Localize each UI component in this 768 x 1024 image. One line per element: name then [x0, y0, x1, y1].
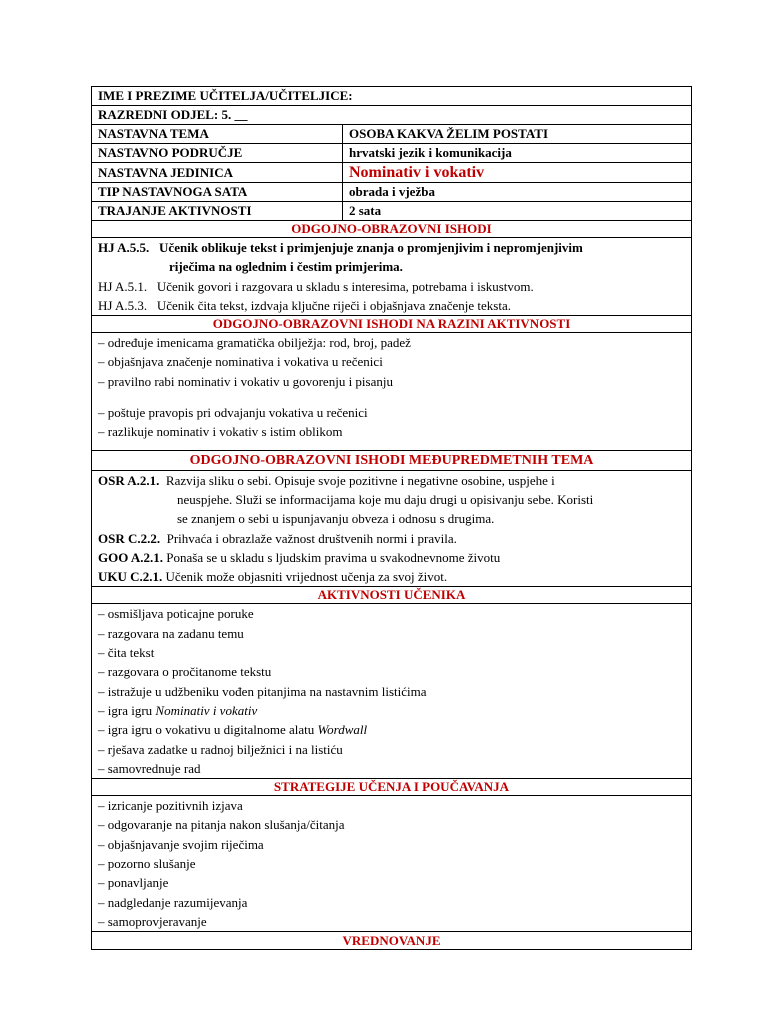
list-item: – rješava zadatke u radnoj bilježnici i na listiću [98, 741, 343, 757]
list-item: – nadgledanje razumijevanja [98, 894, 248, 910]
section-strategies-body-row [92, 796, 692, 932]
section-outcomes-body [92, 238, 692, 316]
list-item: – izricanje pozitivnih izjava [98, 798, 243, 814]
duration-label: TRAJANJE AKTIVNOSTI [92, 202, 343, 221]
section-student-activities-heading-row [92, 587, 692, 604]
section-strategies-heading-row [92, 779, 692, 796]
cross-outcome-item [98, 548, 685, 567]
row-topic [92, 125, 692, 144]
section-activity-outcomes-heading-row [92, 316, 692, 333]
row-duration [92, 202, 692, 221]
lesson-type-value: obrada i vježba [343, 183, 692, 202]
row-class [92, 106, 692, 125]
section-student-activities-heading: AKTIVNOSTI UČENIKA [92, 587, 692, 604]
topic-label: NASTAVNA TEMA [92, 125, 343, 144]
section-strategies-body [92, 796, 692, 932]
cross-outcome-text: Razvija sliku o sebi. Opisuje svoje pozitivne i negativne osobine, uspjehe i [165, 472, 555, 488]
outcome-text: Učenik oblikuje tekst i primjenjuje znanja o promjenjivim i nepromjenjivim [159, 240, 583, 255]
cross-outcome-text: Učenik može objasniti vrijednost učenja za svoj život. [165, 569, 448, 585]
outcome-code: HJ A.5.5. [98, 240, 150, 255]
tool-title: Wordwall [317, 722, 368, 738]
section-student-activities-body-row [92, 604, 692, 779]
row-lesson-type [92, 183, 692, 202]
list-item: – osmišljava poticajne poruke [98, 606, 254, 622]
list-item: – poštuje pravopis pri odvajanju vokativa u rečenici [98, 405, 368, 421]
cross-outcome-text-continued: neuspjehe. Služi se informacijama koje mu daju drugi u opisivanju sebe. Koristi [177, 491, 594, 507]
section-student-activities-body [92, 604, 692, 779]
cross-outcome-code: OSR C.2.2. [98, 530, 161, 546]
list-item: – pravilno rabi nominativ i vokativ u govorenju i pisanju [98, 373, 393, 389]
lesson-plan-document [91, 86, 691, 950]
list-item: – razgovara na zadanu temu [98, 625, 244, 641]
cross-outcome-code: OSR A.2.1. [98, 472, 160, 488]
row-subject-area [92, 144, 692, 163]
list-item: – igra igru Nominativ i vokativ [98, 702, 258, 718]
cross-outcome-item [98, 471, 685, 490]
section-outcomes-heading-row [92, 221, 692, 238]
list-item: – odgovaranje na pitanja nakon slušanja/čitanja [98, 817, 345, 833]
list-item: – samoprovjeravanje [98, 913, 207, 929]
outcome-text: Učenik govori i razgovara u skladu s interesima, potrebama i iskustvom. [156, 278, 534, 294]
lesson-plan-table [91, 86, 692, 950]
list-item: – ponavljanje [98, 875, 169, 891]
outcome-item [98, 296, 685, 315]
section-cross-curricular-body [92, 470, 692, 587]
outcome-item [98, 277, 685, 296]
cross-outcome-item [98, 567, 685, 586]
cross-outcome-code: UKU C.2.1. [98, 569, 163, 585]
section-evaluation-heading-row [92, 932, 692, 950]
section-activity-outcomes-body [92, 333, 692, 450]
topic-value: OSOBA KAKVA ŽELIM POSTATI [343, 125, 692, 144]
subject-area-label: NASTAVNO PODRUČJE [92, 144, 343, 163]
section-activity-outcomes-heading: ODGOJNO-OBRAZOVNI ISHODI NA RAZINI AKTIVNOSTI [92, 316, 692, 333]
row-teacher-name [92, 87, 692, 106]
lesson-unit-label: NASTAVNA JEDINICA [92, 163, 343, 183]
lesson-type-label: TIP NASTAVNOGA SATA [92, 183, 343, 202]
section-activity-outcomes-body-row [92, 333, 692, 450]
section-outcomes-heading: ODGOJNO-OBRAZOVNI ISHODI [92, 221, 692, 238]
lesson-unit-value: Nominativ i vokativ [343, 163, 692, 183]
cross-outcome-item [98, 529, 685, 548]
class-label: RAZREDNI ODJEL: 5. __ [92, 106, 692, 125]
list-item: – igra igru o vokativu u digitalnome alatu Wordwall [98, 722, 368, 738]
section-strategies-heading: STRATEGIJE UČENJA I POUČAVANJA [92, 779, 692, 796]
teacher-name-label: IME I PREZIME UČITELJA/UČITELJICE: [92, 87, 692, 106]
section-cross-curricular-heading: ODGOJNO-OBRAZOVNI ISHODI MEĐUPREDMETNIH TEMA [92, 450, 692, 470]
list-item: – razgovara o pročitanome tekstu [98, 664, 272, 680]
cross-outcome-text-continued: se znanjem o sebi u ispunjavanju obveza i odnosu s drugima. [177, 511, 495, 527]
duration-value: 2 sata [343, 202, 692, 221]
cross-outcome-text: Ponaša se u skladu s ljudskim pravima u svakodnevnome životu [166, 549, 501, 565]
cross-outcome-text: Prihvaća i obrazlaže važnost društvenih normi i pravila. [166, 530, 457, 546]
section-evaluation-heading: VREDNOVANJE [92, 932, 692, 950]
cross-outcome-code: GOO A.2.1. [98, 549, 164, 565]
section-cross-curricular-heading-row [92, 450, 692, 470]
section-cross-curricular-body-row [92, 470, 692, 587]
list-item: – istražuje u udžbeniku vođen pitanjima na nastavnim listićima [98, 683, 427, 699]
list-item: – samovrednuje rad [98, 760, 201, 776]
list-item: – čita tekst [98, 645, 155, 661]
section-outcomes-body-row [92, 238, 692, 316]
list-item: – određuje imenicama gramatička obilježja: rod, broj, padež [98, 335, 411, 351]
subject-area-value: hrvatski jezik i komunikacija [343, 144, 692, 163]
outcome-text: Učenik čita tekst, izdvaja ključne riječi i objašnjava značenje teksta. [156, 297, 511, 313]
list-item: – objašnjavanje svojim riječima [98, 836, 264, 852]
list-item: – objašnjava značenje nominativa i vokativa u rečenici [98, 354, 383, 370]
row-lesson-unit [92, 163, 692, 183]
outcome-item [98, 238, 685, 257]
outcome-code: HJ A.5.1. [98, 278, 148, 294]
list-item: – razlikuje nominativ i vokativ s istim oblikom [98, 424, 343, 440]
outcome-code: HJ A.5.3. [98, 297, 148, 313]
outcome-text-continued: riječima na oglednim i čestim primjerima. [169, 259, 403, 275]
list-item: – pozorno slušanje [98, 856, 196, 872]
game-title: Nominativ i vokativ [155, 702, 258, 718]
